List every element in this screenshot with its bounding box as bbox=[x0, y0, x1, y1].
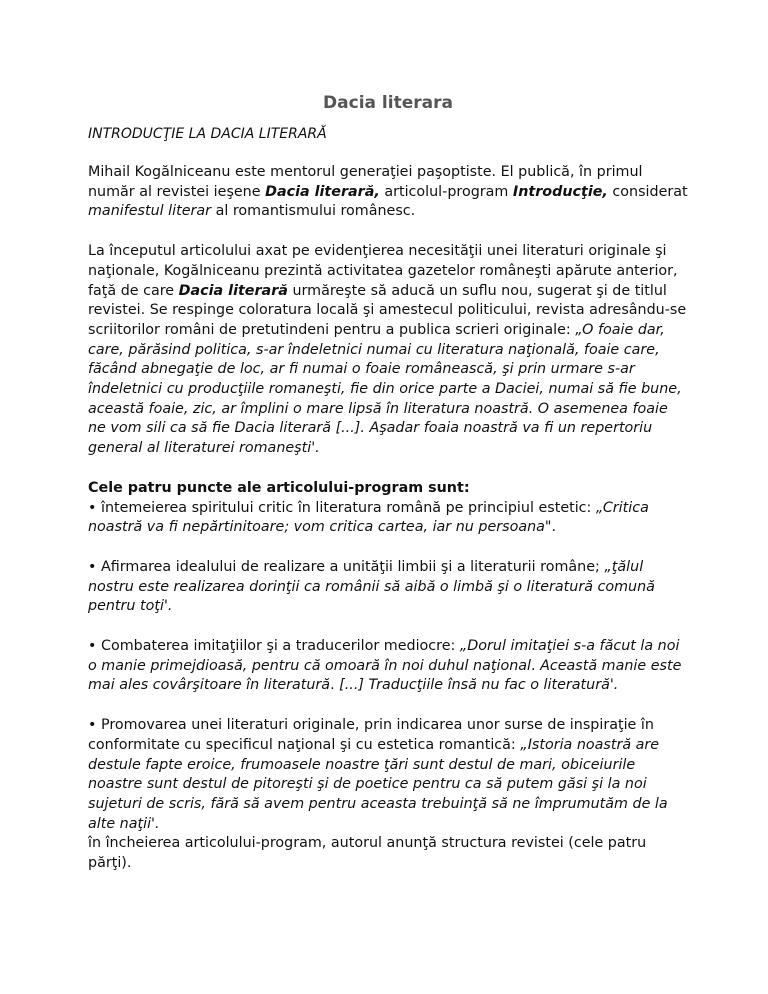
points-heading: Cele patru puncte ale articolului-program sunt: bbox=[88, 479, 470, 496]
text-run: . bbox=[330, 677, 340, 694]
text-run: considerat bbox=[607, 183, 688, 200]
spacer bbox=[88, 222, 688, 242]
document-title: Dacia literara bbox=[323, 93, 453, 113]
text-run-italic: [...] Traducţiile însă nu fac o literatură'. bbox=[339, 677, 619, 694]
paragraph-intro bbox=[88, 163, 688, 222]
text-run: • întemeierea spiritului critic în literatura română pe principiul estetic: bbox=[88, 499, 596, 516]
text-run-bold-italic: Introducţie, bbox=[512, 183, 608, 200]
document-subtitle: INTRODUCŢIE LA DACIA LITERARĂ bbox=[88, 126, 327, 142]
point-3 bbox=[88, 637, 688, 696]
text-run: La începutul articolului axat pe evidenţierea necesităţii unei literaturi originale şi naţionale, Kogălniceanu prezintă activitatea gazetelor româneşti apărute anterior, faţă de care bbox=[88, 243, 678, 299]
text-run-italic: „Istoria noastră are destule fapte eroice, frumoasele noastre ţări sunt destul de mari, obiceiurile noastre sunt destul de pitoreşti şi de poetice pentru ca să putem găsi şi la noi sujeturi de scris, fără să avem pentru aceasta trebuinţă să ne împrumutăm de la alte naţii'. bbox=[88, 736, 668, 832]
point-1 bbox=[88, 499, 688, 538]
text-run-italic: Această manie este mai ales covârşitoare în literatură bbox=[88, 657, 682, 694]
text-run-italic: „Dorul imitaţiei s-a făcut la noi o manie primejdioasă, pentru că omoară în noi duhul naţional bbox=[88, 638, 680, 674]
text-run-italic: . O asemenea foaie ne vom sili ca să fie Dacia literară [...]. Aşadar foaia noastră va fi un repertoriu general al literaturei romaneşti'. bbox=[88, 400, 668, 457]
text-run-bold-italic: Dacia literară, bbox=[265, 183, 380, 200]
spacer bbox=[88, 617, 688, 637]
text-run: . bbox=[551, 519, 557, 536]
spacer bbox=[88, 538, 688, 558]
text-run: articolul-program bbox=[379, 183, 513, 200]
text-run-italic: „ţălul nostru este realizarea dorinţii ca românii să aibă o limbă şi o literatură comună pentru toţi'. bbox=[88, 558, 655, 615]
text-run-italic: manifestul literar bbox=[88, 203, 212, 220]
spacer bbox=[88, 459, 688, 479]
text-run: • Combaterea imitaţiilor şi a traducerilor mediocre: bbox=[88, 638, 460, 655]
spacer bbox=[88, 696, 688, 716]
text-run: Mihail Kogălniceanu este mentorul generaţiei paşoptiste. El publică, în primul număr al revistei ieşene bbox=[88, 164, 643, 200]
text-run: urmăreşte să aducă un suflu nou, sugerat şi de titlul revistei. Se respinge coloratura locală şi amestecul politicului, revista adresându-se scriitorilor români de pretutindeni pentru a publica scrieri originale: bbox=[88, 282, 687, 338]
text-run: al romantismului românesc. bbox=[211, 203, 416, 220]
text-run-italic: „O foaie dar, care, părăsind politica, s-ar îndeletnici numai cu literatura naţională, foaie care, făcând abnegaţie de loc, ar fi numai o foaie românească, şi prin urmare s-ar îndeletnici cu producţiile romaneşti, fie din orice parte a Daciei, numai să fie bune, această foaie, zic, ar împlini o mare lipsă în literatura noastră bbox=[88, 321, 682, 417]
text-run: • Promovarea unei literaturi originale, prin indicarea unor surse de inspiraţie în conformitate cu specificul naţional şi cu estetica romantică: bbox=[88, 717, 654, 753]
paragraph-context bbox=[88, 242, 688, 459]
spacer bbox=[88, 144, 688, 163]
point-4 bbox=[88, 716, 688, 834]
point-2 bbox=[88, 558, 688, 617]
text-run-bold-italic: Dacia literară bbox=[178, 282, 288, 299]
document-page bbox=[88, 90, 688, 874]
text-run: . bbox=[531, 657, 541, 674]
closing-paragraph: în încheierea articolului-program, autorul anunţă structura revistei (cele patru părţi). bbox=[88, 835, 647, 872]
text-run: • Afirmarea idealului de realizare a unităţii limbii şi a literaturii române; bbox=[88, 558, 605, 575]
text-run-italic: „Critica noastră va fi nepărtinitoare; vom critica cartea, iar nu persoana" bbox=[88, 499, 649, 536]
